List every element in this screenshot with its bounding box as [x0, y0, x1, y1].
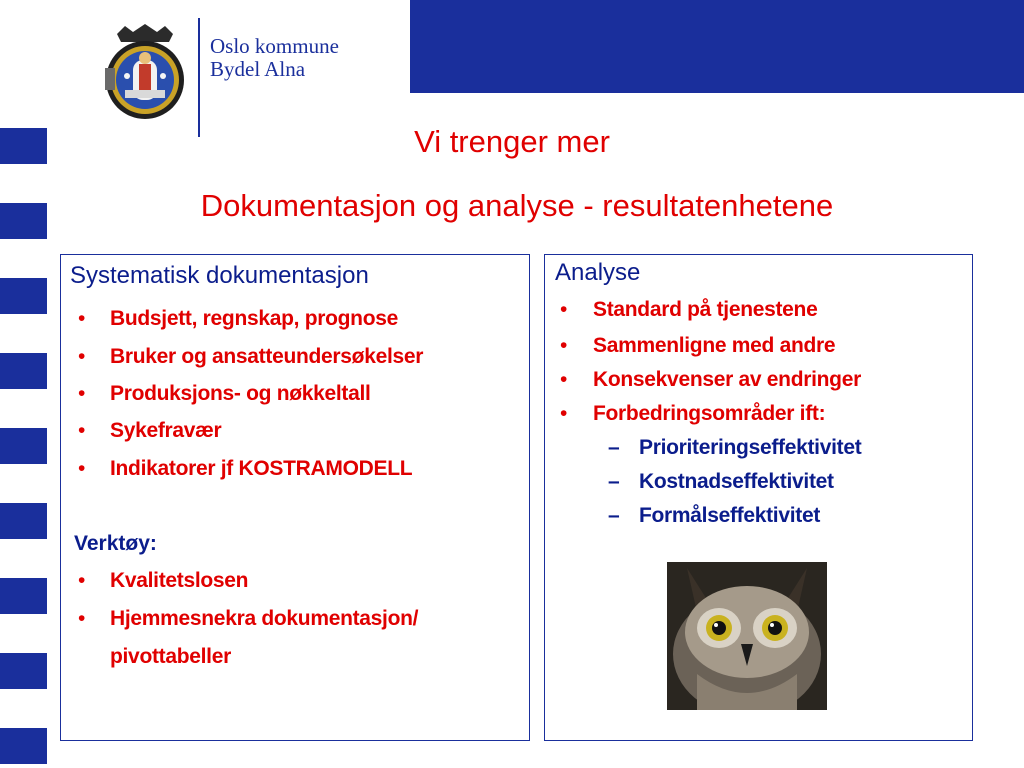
list-item: Konsekvenser av endringer	[593, 368, 861, 391]
sub-item: Prioriteringseffektivitet	[639, 436, 862, 459]
list-item: Forbedringsområder ift:	[593, 402, 826, 425]
bullet-icon: •	[78, 607, 86, 630]
sub-item: Formålseffektivitet	[639, 504, 821, 527]
side-square	[0, 353, 47, 389]
side-square	[0, 278, 47, 314]
slide-title: Vi trenger mer	[414, 124, 610, 159]
tool-item-continued: pivottabeller	[110, 645, 231, 668]
list-item: Indikatorer jf KOSTRAMODELL	[110, 457, 413, 480]
dash-icon: –	[608, 470, 620, 493]
owl-image	[667, 562, 827, 710]
panel-heading-documentation: Systematisk dokumentasjon	[70, 262, 369, 289]
bullet-icon: •	[560, 298, 568, 321]
bullet-icon: •	[78, 345, 86, 368]
bullet-icon: •	[78, 419, 86, 442]
side-square	[0, 578, 47, 614]
bullet-icon: •	[78, 307, 86, 330]
sub-item: Kostnadseffektivitet	[639, 470, 834, 493]
logo-area	[0, 0, 410, 137]
oslo-coat-of-arms-logo	[103, 20, 187, 120]
list-item: Budsjett, regnskap, prognose	[110, 307, 398, 330]
side-square	[0, 728, 47, 764]
bullet-icon: •	[560, 402, 568, 425]
org-line-2: Bydel Alna	[210, 57, 306, 81]
list-item: Sykefravær	[110, 419, 222, 442]
dash-icon: –	[608, 504, 620, 527]
dash-icon: –	[608, 436, 620, 459]
tool-item: Hjemmesnekra dokumentasjon/	[110, 607, 419, 630]
bullet-icon: •	[78, 569, 86, 592]
bullet-icon: •	[560, 368, 568, 391]
tool-item: Kvalitetslosen	[110, 569, 249, 592]
header-divider	[198, 18, 200, 137]
panel-heading-analysis: Analyse	[555, 259, 641, 286]
side-square	[0, 428, 47, 464]
list-item: Produksjons- og nøkkeltall	[110, 382, 371, 405]
organization-name	[210, 35, 339, 81]
slide-subtitle: Dokumentasjon og analyse - resultatenhetene	[200, 188, 834, 223]
list-item: Standard på tjenestene	[593, 298, 818, 321]
side-square	[0, 503, 47, 539]
org-line-1: Oslo kommune	[210, 34, 339, 58]
bullet-icon: •	[78, 382, 86, 405]
bullet-icon: •	[560, 334, 568, 357]
tools-heading: Verktøy:	[74, 532, 157, 555]
list-item: Bruker og ansatteundersøkelser	[110, 345, 424, 368]
list-item: Sammenligne med andre	[593, 334, 836, 357]
side-square	[0, 653, 47, 689]
bullet-icon: •	[78, 457, 86, 480]
